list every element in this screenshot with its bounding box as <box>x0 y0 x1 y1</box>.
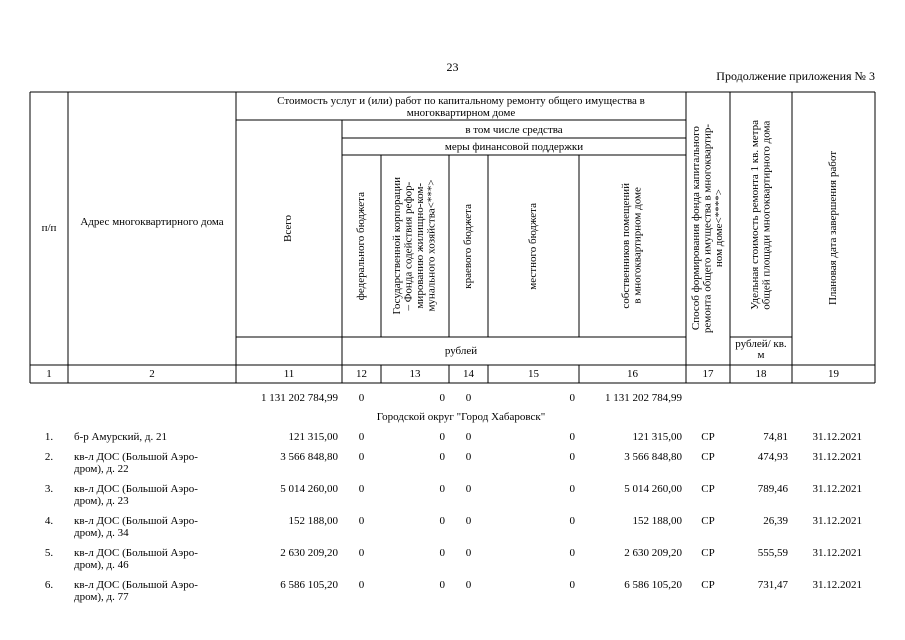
row-method: СР <box>701 431 715 443</box>
row-fund: 0 <box>439 515 445 527</box>
row-method: СР <box>701 515 715 527</box>
row-address-line1: кв-л ДОС (Большой Аэро- <box>74 547 198 559</box>
row-owners: 6 586 105,20 <box>624 579 682 591</box>
row-owners: 5 014 260,00 <box>624 483 682 495</box>
row-date: 31.12.2021 <box>812 451 862 463</box>
row-unit-cost: 789,46 <box>757 483 788 495</box>
col-pp-header: п/п <box>41 222 57 234</box>
including-header: в том числе средства <box>465 124 563 136</box>
row-federal: 0 <box>358 515 365 527</box>
unit-rubles-per-m2: рублей/ кв. м <box>735 338 787 361</box>
row-unit-cost: 474,93 <box>757 451 788 463</box>
column-number: 12 <box>356 368 367 380</box>
col-method-header: Способ формирования фонда капитального ремонта общего имущества в многоквартир- ном доме<****> <box>689 123 725 334</box>
row-number: 1. <box>44 431 54 443</box>
row-fund: 0 <box>439 579 445 591</box>
totals-total: 1 131 202 784,99 <box>261 392 338 404</box>
row-address-line2: дром), д. 77 <box>74 591 129 603</box>
totals-federal: 0 <box>358 392 365 404</box>
totals-local: 0 <box>569 392 575 404</box>
row-local: 0 <box>569 515 575 527</box>
row-address-line2: дром), д. 23 <box>74 495 129 507</box>
row-total: 6 586 105,20 <box>280 579 338 591</box>
row-total: 5 014 260,00 <box>280 483 338 495</box>
row-federal: 0 <box>358 483 365 495</box>
column-number: 2 <box>149 368 155 380</box>
row-regional: 0 <box>465 483 472 495</box>
row-unit-cost: 74,81 <box>763 431 788 443</box>
row-date: 31.12.2021 <box>812 483 862 495</box>
totals-owners: 1 131 202 784,99 <box>605 392 682 404</box>
row-unit-cost: 26,39 <box>763 515 788 527</box>
row-federal: 0 <box>358 547 365 559</box>
district-name: Городской округ "Город Хабаровск" <box>376 411 546 423</box>
row-total: 3 566 848,80 <box>280 451 338 463</box>
row-owners: 3 566 848,80 <box>624 451 682 463</box>
col-unit-cost-header: Удельная стоимость ремонта 1 кв. метра общей площади многоквартирного дома <box>748 119 772 310</box>
totals-fund: 0 <box>439 392 445 404</box>
row-number: 5. <box>44 547 54 559</box>
cost-title-header: Стоимость услуг и (или) работ по капитальному ремонту общего имущества в многоквартирном доме <box>277 95 645 119</box>
row-regional: 0 <box>465 431 472 443</box>
row-local: 0 <box>569 579 575 591</box>
row-method: СР <box>701 483 715 495</box>
row-address-line2: дром), д. 34 <box>74 527 129 539</box>
row-fund: 0 <box>439 451 445 463</box>
row-regional: 0 <box>465 547 472 559</box>
row-fund: 0 <box>439 483 445 495</box>
row-owners: 2 630 209,20 <box>624 547 682 559</box>
column-number: 17 <box>702 368 714 380</box>
row-address-line1: кв-л ДОС (Большой Аэро- <box>74 451 198 463</box>
col-federal-header: федерального бюджета <box>354 191 367 301</box>
row-number: 4. <box>44 515 54 527</box>
row-date: 31.12.2021 <box>812 515 862 527</box>
row-federal: 0 <box>358 451 365 463</box>
row-owners: 121 315,00 <box>632 431 682 443</box>
col-total-header: Всего <box>282 215 295 242</box>
row-federal: 0 <box>358 579 365 591</box>
col-local-header: местного бюджета <box>526 202 539 290</box>
row-address-line1: кв-л ДОС (Большой Аэро- <box>74 579 198 591</box>
col-regional-header: краевого бюджета <box>461 203 474 289</box>
col-address-header: Адрес многоквартирного дома <box>80 216 224 228</box>
row-unit-cost: 555,59 <box>757 547 788 559</box>
row-number: 6. <box>44 579 54 591</box>
row-total: 2 630 209,20 <box>280 547 338 559</box>
row-total: 121 315,00 <box>288 431 338 443</box>
totals-regional: 0 <box>465 392 472 404</box>
row-regional: 0 <box>465 515 472 527</box>
row-local: 0 <box>569 547 575 559</box>
row-owners: 152 188,00 <box>632 515 682 527</box>
appendix-continuation: Продолжение приложения № 3 <box>716 69 875 83</box>
row-regional: 0 <box>465 579 472 591</box>
support-header: меры финансовой поддержки <box>444 141 584 153</box>
column-number: 1 <box>46 368 52 380</box>
row-local: 0 <box>569 483 575 495</box>
row-fund: 0 <box>439 547 445 559</box>
column-number: 11 <box>283 368 295 380</box>
page-number: 23 <box>446 60 459 74</box>
column-number: 14 <box>463 368 474 380</box>
column-number: 19 <box>828 368 839 380</box>
row-date: 31.12.2021 <box>812 579 862 591</box>
row-date: 31.12.2021 <box>812 431 862 443</box>
col-fund-header: Государственной корпорации – Фонда содействия рефор- мированию жилищно-ком- мунального хозяйства<***> <box>391 177 438 315</box>
row-number: 3. <box>44 483 54 495</box>
row-federal: 0 <box>358 431 365 443</box>
row-local: 0 <box>569 431 575 443</box>
column-number: 13 <box>409 368 421 380</box>
row-fund: 0 <box>439 431 445 443</box>
unit-rubles: рублей <box>444 345 478 357</box>
row-address-line1: кв-л ДОС (Большой Аэро- <box>74 515 198 527</box>
row-number: 2. <box>44 451 54 463</box>
row-unit-cost: 731,47 <box>757 579 788 591</box>
col-date-header: Плановая дата завершения работ <box>826 151 839 306</box>
row-date: 31.12.2021 <box>812 547 862 559</box>
col-owners-header: собственников помещений в многоквартирном доме <box>620 183 644 309</box>
row-method: СР <box>701 451 715 463</box>
row-method: СР <box>701 547 715 559</box>
row-local: 0 <box>569 451 575 463</box>
row-regional: 0 <box>465 451 472 463</box>
row-address-line1: б-р Амурский, д. 21 <box>74 431 168 443</box>
row-method: СР <box>701 579 715 591</box>
row-address-line2: дром), д. 22 <box>74 463 129 475</box>
row-address-line2: дром), д. 46 <box>74 559 129 571</box>
column-number: 15 <box>528 368 539 380</box>
column-number: 16 <box>627 368 638 380</box>
column-number: 18 <box>755 368 767 380</box>
row-address-line1: кв-л ДОС (Большой Аэро- <box>74 483 198 495</box>
row-total: 152 188,00 <box>288 515 338 527</box>
